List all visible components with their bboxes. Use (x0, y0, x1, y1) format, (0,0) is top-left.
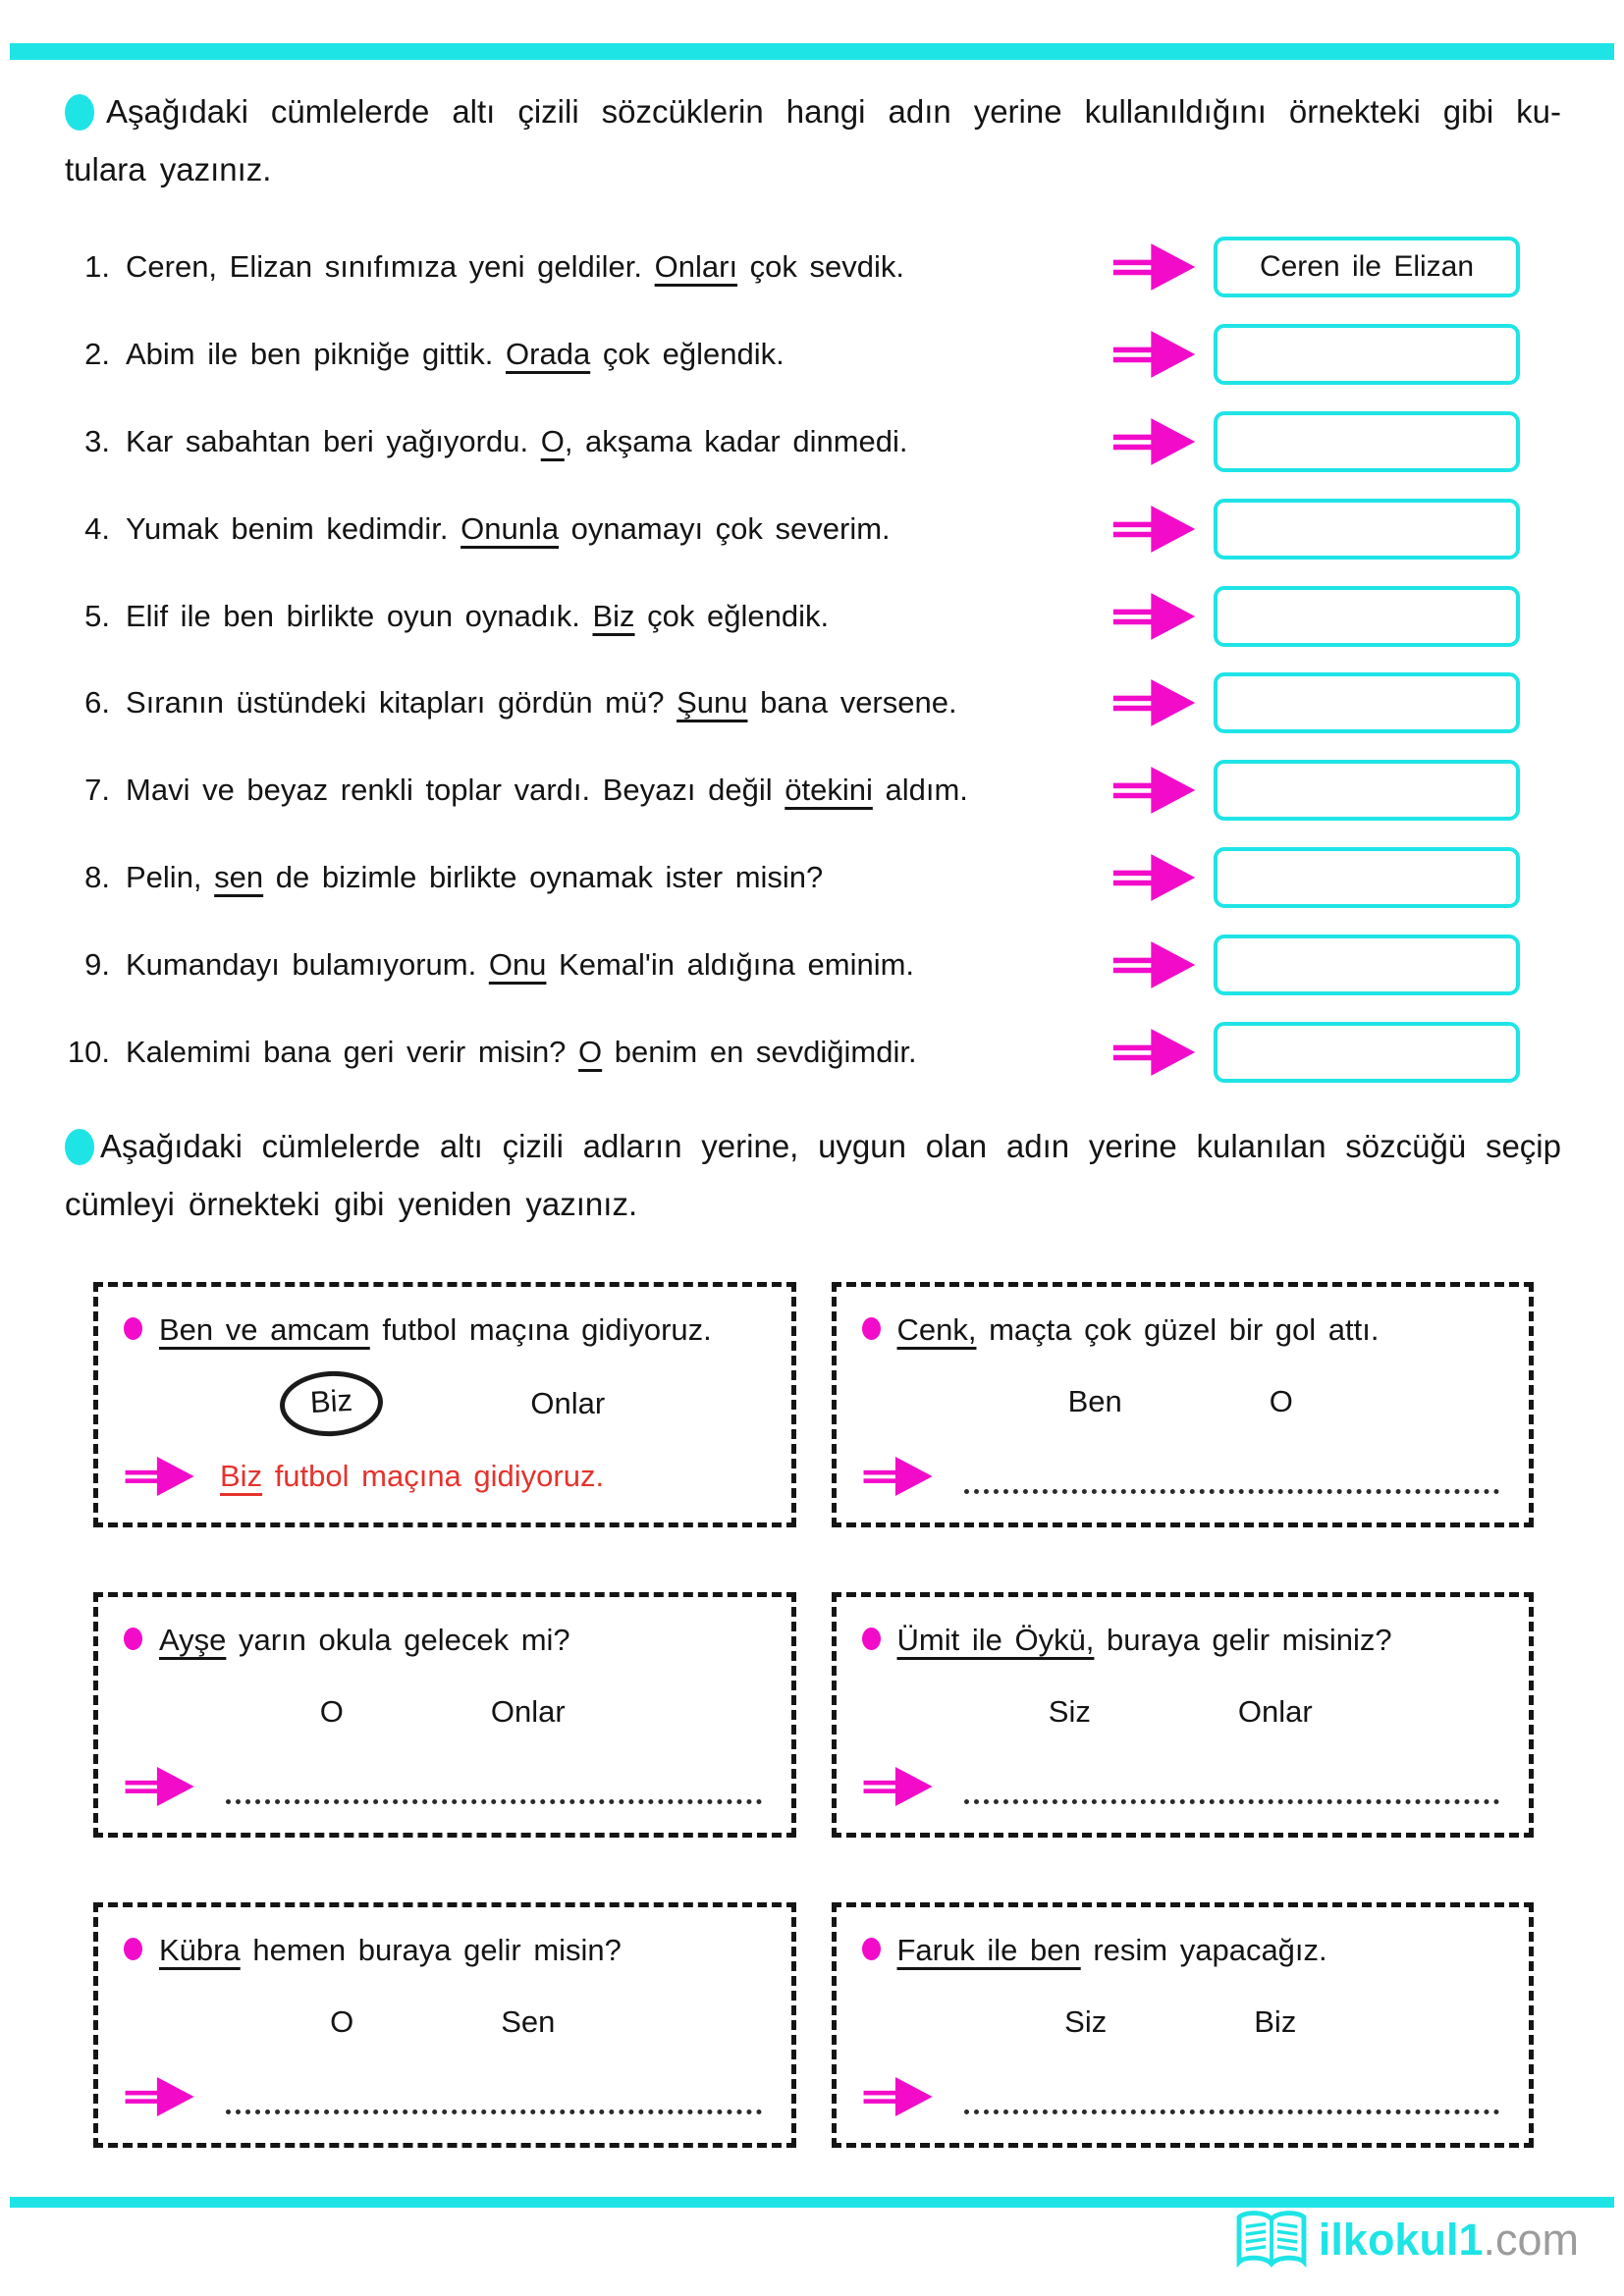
card-sentence: Faruk ile ben resim yapacağız. (896, 1933, 1327, 1967)
bullet-icon (124, 1317, 142, 1340)
section2-instruction (65, 1117, 1561, 1233)
arrow-icon (1111, 241, 1198, 293)
bottom-accent-bar (10, 2197, 1614, 2208)
answer-write-line[interactable] (226, 2079, 762, 2114)
option-word[interactable]: Siz (1064, 2004, 1108, 2039)
arrow-icon (124, 1762, 196, 1811)
sentence-text: Pelin, sen de bizimle birlikte oynamak ister misin? (126, 859, 824, 894)
list-item-4 (65, 485, 1520, 572)
bullet-icon (124, 1628, 142, 1650)
site-logo (1232, 2209, 1579, 2271)
sentence-list (65, 224, 1520, 1095)
underlined-word: Onu (488, 946, 547, 982)
underlined-phrase: Kübra (159, 1933, 241, 1967)
underlined-word: O (540, 423, 565, 458)
arrow-icon (1111, 591, 1198, 642)
exercise-card-5 (93, 1902, 796, 2148)
answer-box[interactable] (1214, 499, 1520, 560)
item-number: 6. (84, 685, 110, 721)
arrow-icon (1111, 329, 1198, 380)
option-word[interactable]: Onlar (530, 1386, 606, 1420)
item-number: 2. (84, 337, 110, 372)
exercise-cards (93, 1282, 1534, 2148)
list-item-9 (65, 921, 1520, 1008)
answer-write-line[interactable] (964, 2079, 1500, 2114)
section1-instruction (65, 82, 1561, 198)
option-word: Biz (309, 1382, 354, 1420)
answer-box[interactable] (1214, 411, 1520, 472)
underlined-word: Onunla (460, 510, 560, 546)
bullet-icon (65, 1129, 94, 1165)
list-item-5 (65, 572, 1520, 660)
example-answer-text: Biz futbol maçına gidiyoruz. (220, 1459, 605, 1493)
underlined-word: Şunu (677, 685, 748, 721)
option-word[interactable]: O (319, 1694, 344, 1729)
exercise-card-6 (832, 1902, 1535, 2148)
answer-box[interactable] (1214, 237, 1520, 297)
sentence-text: Yumak benim kedimdir. Onunla oynamayı çok severim. (126, 510, 891, 546)
underlined-phrase: Ümit ile Öykü, (896, 1623, 1095, 1657)
option-word[interactable]: Onlar (490, 1694, 566, 1729)
arrow-icon (1111, 677, 1198, 728)
arrow-icon (862, 1452, 935, 1501)
answer-box[interactable] (1214, 847, 1520, 908)
option-word[interactable]: O (330, 2004, 354, 2039)
bullet-icon (65, 94, 94, 131)
underlined-word: Orada (506, 337, 591, 372)
item-number: 3. (84, 423, 110, 458)
arrow-icon (1111, 765, 1198, 816)
underlined-word: Biz (592, 598, 635, 633)
answer-box[interactable] (1214, 672, 1520, 733)
sentence-text: Elif ile ben birlikte oyun oynadık. Biz çok eğlendik. (126, 598, 830, 633)
instruction-text-line1: Aşağıdaki cümlelerde altı çizili adların yerine, uygun olan adın yerine kulanılan sözcüğü seçip (100, 1128, 1561, 1164)
underlined-phrase: Ayşe (159, 1623, 227, 1657)
card-sentence: Kübra hemen buraya gelir misin? (159, 1933, 622, 1967)
top-accent-bar (10, 43, 1614, 60)
underlined-word: Onları (654, 249, 738, 285)
brand-suffix: .com (1483, 2215, 1579, 2265)
underlined-phrase: Ben ve amcam (159, 1312, 370, 1347)
arrow-icon (1111, 852, 1198, 903)
option-word[interactable]: Sen (501, 2004, 556, 2039)
exercise-card-4 (832, 1592, 1535, 1838)
open-book-icon (1232, 2209, 1311, 2271)
card-sentence: Ayşe yarın okula gelecek mi? (159, 1623, 570, 1657)
sentence-text: Mavi ve beyaz renkli toplar vardı. Beyazı değil ötekini aldım. (126, 773, 968, 808)
sentence-text: Kumandayı bulamıyorum. Onu Kemal'in aldığına eminim. (126, 946, 915, 982)
answer-write-line[interactable] (226, 1769, 762, 1804)
item-number: 4. (84, 510, 110, 546)
underlined-word: sen (214, 859, 264, 894)
list-item-2 (65, 311, 1520, 399)
exercise-card-2 (832, 1282, 1535, 1527)
sentence-text: Sıranın üstündeki kitapları gördün mü? Şunu bana versene. (126, 685, 957, 721)
card-sentence: Ben ve amcam futbol maçına gidiyoruz. (159, 1312, 712, 1347)
arrow-icon (124, 2072, 196, 2121)
arrow-icon (124, 1452, 196, 1501)
option-word[interactable]: Biz (1254, 2004, 1297, 2039)
list-item-7 (65, 747, 1520, 834)
option-word[interactable]: Siz (1048, 1694, 1091, 1729)
underlined-phrase: Cenk, (896, 1312, 977, 1347)
option-word[interactable]: Ben (1067, 1384, 1122, 1418)
item-number: 8. (84, 859, 110, 894)
list-item-10 (65, 1008, 1520, 1095)
arrow-icon (1111, 416, 1198, 467)
arrow-icon (1111, 504, 1198, 555)
bullet-icon (124, 1938, 142, 1960)
sentence-text: Kalemimi bana geri verir misin? O benim en sevdiğimdir. (126, 1034, 917, 1069)
card-sentence: Cenk, maçta çok güzel bir gol attı. (896, 1312, 1380, 1347)
exercise-card-1 (93, 1282, 796, 1527)
option-word[interactable]: O (1269, 1384, 1293, 1418)
underlined-phrase: Faruk ile ben (896, 1933, 1081, 1967)
answer-text: Ceren ile Elizan (1259, 250, 1475, 284)
option-word[interactable]: Onlar (1237, 1694, 1313, 1729)
list-item-3 (65, 399, 1520, 486)
list-item-6 (65, 660, 1520, 747)
answer-box[interactable] (1214, 586, 1520, 647)
brand-name: ilkokul1 (1318, 2215, 1484, 2265)
answer-write-line[interactable] (964, 1459, 1500, 1494)
bullet-icon (862, 1938, 881, 1960)
exercise-card-3 (93, 1592, 796, 1838)
arrow-icon (1111, 1027, 1198, 1078)
instruction-text-line2: tulara yazınız. (65, 151, 272, 187)
card-sentence: Ümit ile Öykü, buraya gelir misiniz? (896, 1623, 1392, 1657)
list-item-8 (65, 834, 1520, 922)
bullet-icon (862, 1317, 881, 1340)
item-number: 5. (84, 598, 110, 633)
answer-write-line[interactable] (964, 1769, 1500, 1804)
underlined-word: ötekini (785, 773, 873, 808)
item-number: 7. (84, 773, 110, 808)
answer-box[interactable] (1214, 1022, 1520, 1083)
answer-box[interactable] (1214, 760, 1520, 821)
item-number: 10. (67, 1034, 110, 1069)
sentence-text: Kar sabahtan beri yağıyordu. O, akşama kadar dinmedi. (126, 423, 908, 458)
underlined-word: O (578, 1034, 603, 1069)
item-number: 1. (84, 249, 110, 285)
sentence-text: Ceren, Elizan sınıfımıza yeni geldiler. Onları çok sevdik. (126, 249, 905, 285)
item-number: 9. (84, 946, 110, 982)
bullet-icon (862, 1628, 881, 1650)
arrow-icon (862, 1762, 935, 1811)
arrow-icon (1111, 939, 1198, 990)
answer-box[interactable] (1214, 934, 1520, 995)
arrow-icon (862, 2072, 935, 2121)
circled-option[interactable] (279, 1368, 385, 1438)
instruction-text-line2: cümleyi örnekteki gibi yeniden yazınız. (65, 1186, 638, 1222)
list-item-1 (65, 224, 1520, 311)
instruction-text-line1: Aşağıdaki cümlelerde altı çizili sözcüklerin hangi adın yerine kullanıldığını örnekteki gibi ku- (106, 93, 1561, 130)
sentence-text: Abim ile ben pikniğe gittik. Orada çok eğlendik. (126, 337, 785, 372)
answer-box[interactable] (1214, 324, 1520, 385)
